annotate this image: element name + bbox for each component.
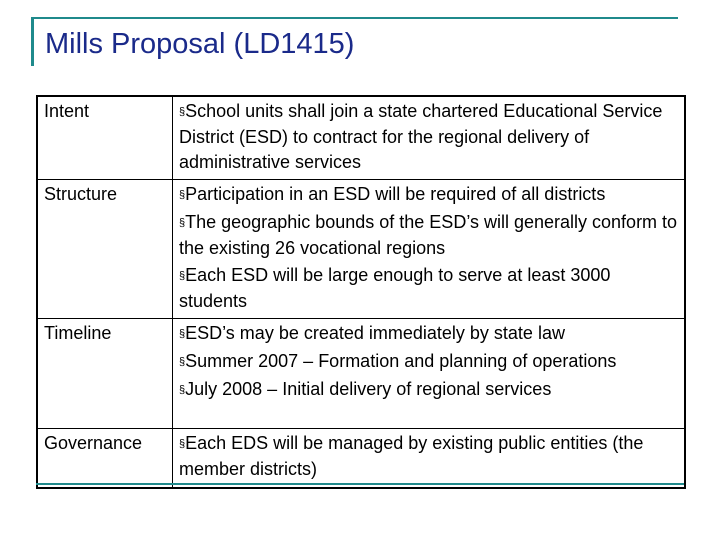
- table-row-timeline: [37, 319, 685, 429]
- bullet-item: [179, 210, 680, 261]
- bullet-text: The geographic bounds of the ESD’s will generally conform to the existing 26 vocational regions: [179, 212, 678, 258]
- title-accent-line-left: [31, 17, 34, 66]
- bullet-icon: §: [179, 438, 186, 450]
- row-content: [173, 429, 686, 489]
- bullet-text: July 2008 – Initial delivery of regional services: [185, 379, 552, 399]
- bullet-text: Each EDS will be managed by existing public entities (the member districts): [179, 433, 644, 479]
- bullet-item: [179, 182, 680, 208]
- row-label: Timeline: [37, 319, 173, 429]
- bullet-icon: §: [179, 270, 186, 282]
- title-accent-line-top: [33, 17, 678, 19]
- footer-accent-line: [36, 483, 684, 485]
- table-row-governance: [37, 429, 685, 489]
- bullet-item: [179, 321, 680, 347]
- bullet-text: School units shall join a state chartered Educational Service District (ESD) to contract for the regional delivery of administrative services: [179, 101, 663, 172]
- bullet-item: [179, 431, 680, 482]
- row-label: Structure: [37, 180, 173, 319]
- bullet-icon: §: [179, 189, 186, 201]
- bullet-item: [179, 263, 680, 314]
- bullet-item: [179, 99, 680, 175]
- bullet-icon: §: [179, 328, 186, 340]
- bullet-text: Each ESD will be large enough to serve at least 3000 students: [179, 265, 611, 311]
- proposal-table: [36, 95, 686, 489]
- bullet-icon: §: [179, 384, 186, 396]
- bullet-text: Summer 2007 – Formation and planning of operations: [185, 351, 617, 371]
- row-content: [173, 319, 686, 429]
- row-content: [173, 96, 686, 180]
- bullet-icon: §: [179, 356, 186, 368]
- bullet-text: ESD’s may be created immediately by state law: [185, 323, 565, 343]
- table-row-intent: [37, 96, 685, 180]
- bullet-icon: §: [179, 217, 186, 229]
- bullet-item: [179, 349, 680, 375]
- row-label: Governance: [37, 429, 173, 489]
- bullet-text: Participation in an ESD will be required of all districts: [185, 184, 606, 204]
- row-label: Intent: [37, 96, 173, 180]
- table-row-structure: [37, 180, 685, 319]
- bullet-item: [179, 377, 680, 403]
- bullet-icon: §: [179, 106, 186, 118]
- slide-title: Mills Proposal (LD1415): [45, 28, 355, 60]
- row-content: [173, 180, 686, 319]
